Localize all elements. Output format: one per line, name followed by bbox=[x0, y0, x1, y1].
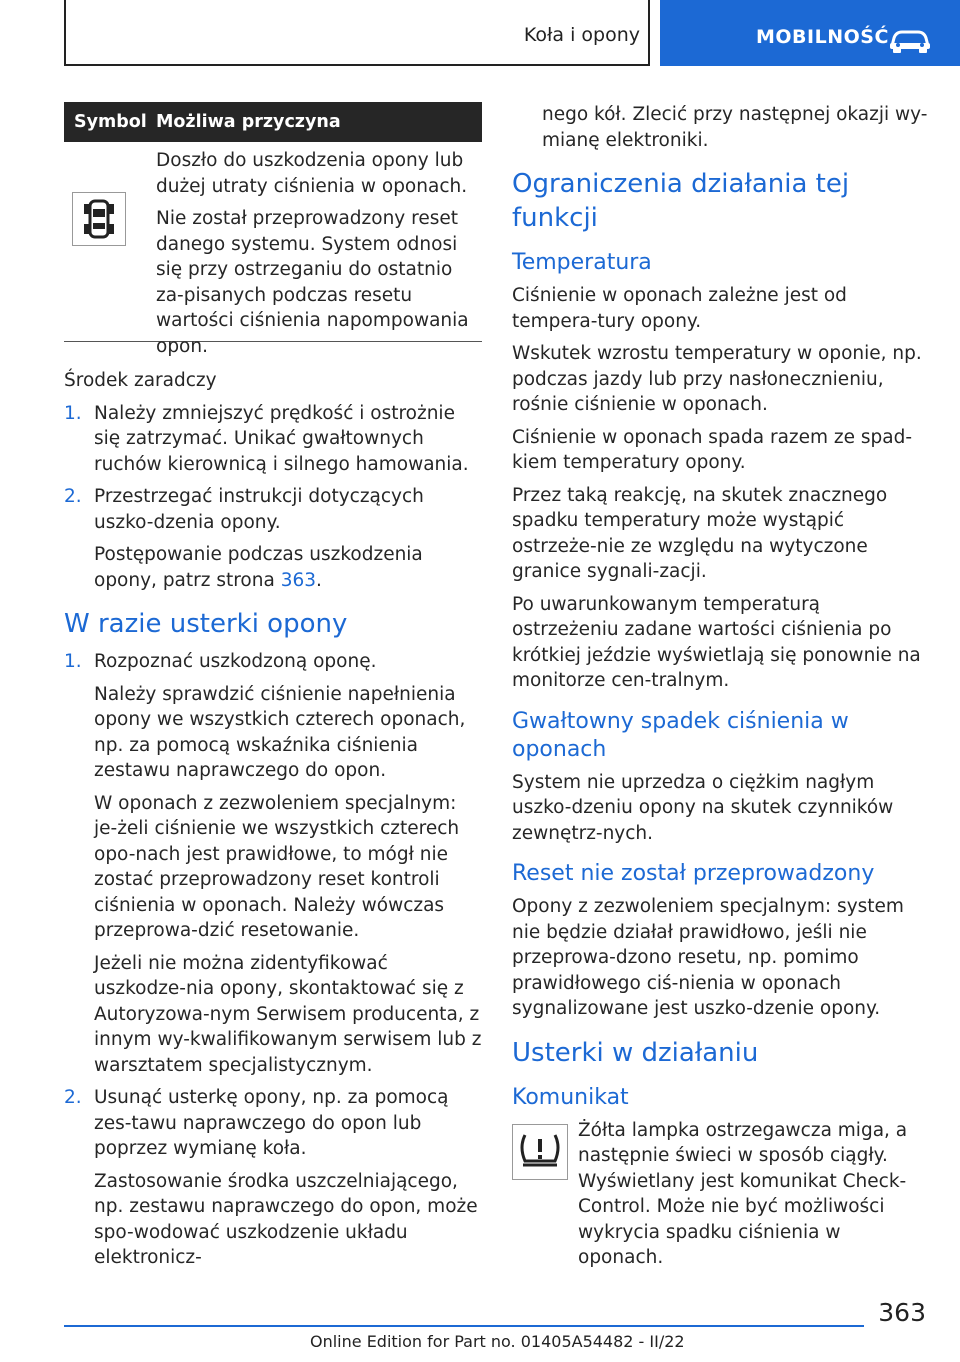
right-column bbox=[512, 102, 930, 1278]
faults-title: Usterki w działaniu bbox=[512, 1037, 759, 1068]
cause-paragraph-2: Nie został przeprowadzony reset danego systemu. System odnosi się przy ostrzeganiu do ostatnio za-pisanych podczas resetu wartości ciśnienia napompowania opon. bbox=[156, 208, 469, 357]
left-column bbox=[64, 102, 482, 1278]
list-text: Przestrzegać instrukcji dotyczących uszko-dzenia opony. bbox=[94, 486, 424, 533]
list-item bbox=[64, 401, 482, 478]
table-cause-text bbox=[156, 148, 482, 366]
table-row bbox=[64, 142, 482, 357]
temperature-paragraph: Wskutek wzrostu temperatury w oponie, np. podczas jazdy lub przy nasłonecznieniu, rośnie ciśnienie w oponach. bbox=[512, 343, 922, 415]
temperature-paragraph: Ciśnienie w oponach spada razem ze spad-kiem temperatury opony. bbox=[512, 426, 913, 473]
remedy-note-suffix: . bbox=[316, 569, 322, 591]
list-item bbox=[64, 649, 482, 675]
remedy-note bbox=[64, 542, 482, 593]
chapter-tab bbox=[660, 0, 960, 66]
message-title: Komunikat bbox=[512, 1084, 629, 1110]
reset-title: Reset nie został przeprowadzony bbox=[512, 861, 875, 886]
table-header-cause: Możliwa przyczyna bbox=[156, 112, 341, 132]
list-number: 2. bbox=[64, 486, 82, 507]
temperature-paragraph: Po uwarunkowanym temperaturą ostrzeżeniu zadane wartości ciśnienia po krótkiej jeździe wyświetlają się ponownie na monitorze cen-tralnym. bbox=[512, 593, 921, 691]
page-link[interactable]: 363 bbox=[280, 569, 317, 591]
table-header bbox=[64, 102, 482, 142]
table-header-symbol: Symbol bbox=[74, 112, 147, 132]
remedy-note-text: Postępowanie podczas uszkodzenia opony, patrz strona bbox=[94, 544, 423, 591]
fault-paragraph: Jeżeli nie można zidentyfikować uszkodze-nia opony, skontaktować się z Autoryzowa-nym Serwisem producenta, z innym wy-kwalifikowanym serwisem lub z warsztatem specjalistycznym. bbox=[94, 952, 482, 1076]
list-text: Rozpoznać uszkodzoną oponę. bbox=[94, 651, 377, 672]
temperature-paragraph: Ciśnienie w oponach zależne jest od tempera-tury opony. bbox=[512, 285, 847, 332]
tire-damage-car-icon bbox=[72, 192, 126, 246]
car-icon bbox=[888, 28, 932, 58]
list-number: 1. bbox=[64, 402, 82, 424]
remedy-title: Środek zaradczy bbox=[64, 370, 217, 391]
continued-paragraph: nego kół. Zlecić przy następnej okazji wy-mianę elektroniki. bbox=[542, 104, 928, 151]
footer-divider bbox=[64, 1325, 864, 1327]
section-title: Koła i opony bbox=[523, 24, 640, 46]
list-number: 1. bbox=[64, 651, 82, 672]
message-paragraph: Żółta lampka ostrzegawcza miga, a następnie świeci w sposób ciągły. Wyświetlany jest komunikat Check-Control. Może nie być możliwości wykrycia spadku ciśnienia w oponach. bbox=[578, 1119, 908, 1268]
list-item bbox=[64, 484, 482, 535]
pressure-drop-title: Gwałtowny spadek ciśnienia w oponach bbox=[512, 708, 849, 762]
limits-title: Ograniczenia działania tej funkcji bbox=[512, 169, 850, 233]
footer-edition: Online Edition for Part no. 01405A54482 - II/22 bbox=[310, 1332, 685, 1351]
tire-pressure-warning-icon bbox=[512, 1124, 568, 1180]
reset-paragraph: Opony z zezwoleniem specjalnym: system nie będzie działał prawidłowo, jeśli nie przeprowa-dzono resetu, np. pomimo prawidłowego ciś-nienia w oponach sygnalizowane jest uszko-dzenie opony. bbox=[512, 896, 904, 1019]
message-block bbox=[512, 1118, 930, 1271]
temperature-paragraph: Przez taką reakcję, na skutek znacznego spadku temperatury może wystąpić ostrzeże-nie ze względu na wytyczone granice sygnali-zacji. bbox=[512, 484, 888, 582]
fault-title: W razie usterki opony bbox=[64, 609, 348, 639]
fault-paragraph: Zastosowanie środka uszczelniającego, np. zestawu naprawczego do opon, może spo-wodować uszkodzenie układu elektronicz- bbox=[94, 1170, 478, 1268]
pressure-drop-paragraph: System nie uprzedza o ciężkim nagłym uszko-dzeniu opony na skutek czynników zewnętrz-nych. bbox=[512, 771, 894, 844]
list-item bbox=[64, 1085, 482, 1162]
fault-paragraph: W oponach z zezwoleniem specjalnym: je-żeli ciśnienie we wszystkich czterech opo-nach jest prawidłowe, to mógł nie zostać przeprowadzony reset kontroli ciśnienia w oponach. Należy wówczas przeprowa-dzić resetowanie. bbox=[94, 792, 460, 941]
list-text: Należy zmniejszyć prędkość i ostrożnie się zatrzymać. Unikać gwałtownych ruchów kierownicą i silnego hamowania. bbox=[94, 402, 469, 475]
chapter-title: MOBILNOŚĆ bbox=[756, 26, 889, 48]
fault-paragraph: Należy sprawdzić ciśnienie napełnienia opony we wszystkich czterech oponach, np. za pomocą wskaźnika ciśnienia zestawu naprawczego do opon. bbox=[94, 683, 466, 781]
list-text: Usunąć usterkę opony, np. za pomocą zes-tawu naprawczego do opon lub poprzez wymianę koła. bbox=[94, 1087, 449, 1159]
page-number: 363 bbox=[878, 1298, 926, 1327]
temperature-title: Temperatura bbox=[512, 250, 652, 275]
cause-paragraph-1: Doszło do uszkodzenia opony lub dużej utraty ciśnienia w oponach. bbox=[156, 150, 468, 197]
list-number: 2. bbox=[64, 1087, 82, 1108]
